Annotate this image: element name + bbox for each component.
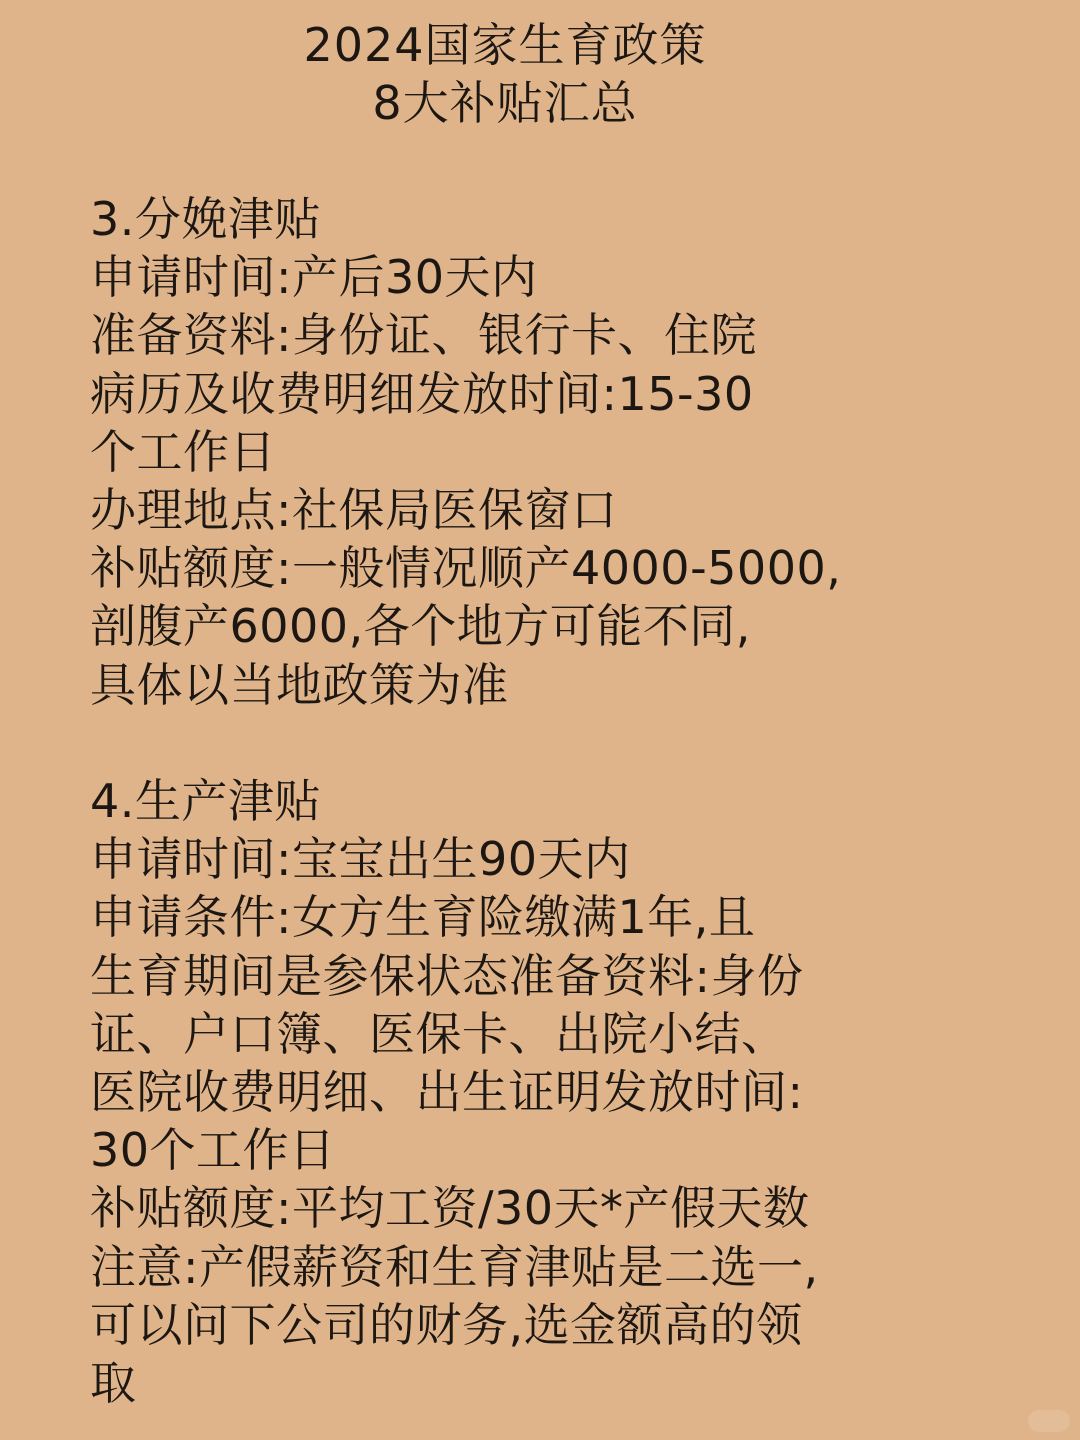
title-line-2: 8大补贴汇总 xyxy=(372,76,638,130)
text-line: 补贴额度:一般情况顺产4000-5000, xyxy=(90,541,842,596)
section-maternity-allowance xyxy=(90,772,1050,1412)
text-line: 生育期间是参保状态准备资料:身份 xyxy=(90,948,804,1003)
text-line: 剖腹产6000,各个地方可能不同, xyxy=(90,599,751,654)
text-line: 个工作日 xyxy=(90,424,276,479)
watermark-mark xyxy=(1028,1410,1070,1432)
text-line: 申请条件:女方生育险缴满1年,且 xyxy=(90,890,756,945)
page-title xyxy=(0,16,1010,132)
text-line: 病历及收费明细发放时间:15-30 xyxy=(90,366,754,421)
section-delivery-allowance xyxy=(90,190,1050,714)
section-heading: 3.分娩津贴 xyxy=(90,192,321,246)
title-line-1: 2024国家生育政策 xyxy=(303,18,707,72)
text-line: 注意:产假薪资和生育津贴是二选一, xyxy=(90,1239,819,1294)
text-line: 补贴额度:平均工资/30天*产假天数 xyxy=(90,1181,810,1236)
text-line: 具体以当地政策为准 xyxy=(90,657,509,712)
text-line: 可以问下公司的财务,选金额高的领 xyxy=(90,1297,803,1352)
text-line: 申请时间:产后30天内 xyxy=(90,250,538,305)
text-line: 准备资料:身份证、银行卡、住院 xyxy=(90,308,757,363)
text-line: 取 xyxy=(90,1355,137,1410)
text-line: 申请时间:宝宝出生90天内 xyxy=(90,832,631,887)
text-line: 医院收费明细、出生证明发放时间: xyxy=(90,1064,804,1119)
text-line: 办理地点:社保局医保窗口 xyxy=(90,482,618,537)
text-line: 证、户口簿、医保卡、出院小结、 xyxy=(90,1006,788,1061)
section-heading: 4.生产津贴 xyxy=(90,774,321,828)
text-line: 30个工作日 xyxy=(90,1123,336,1178)
